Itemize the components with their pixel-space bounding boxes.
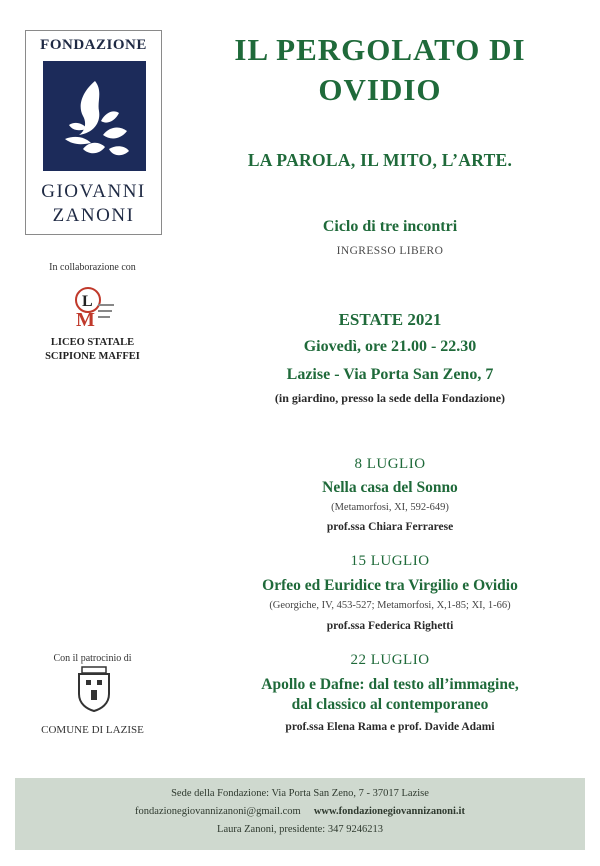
meeting-2-date: 15 LUGLIO (350, 553, 430, 569)
svg-text:L: L (82, 293, 93, 310)
time-label: Giovedì, ore 21.00 - 22.30 (303, 338, 477, 355)
meeting-2-reference: (Georgiche, IV, 453-527; Metamorfosi, X,1-85; XI, 1-66) (269, 600, 511, 611)
logo-name-line1: GIOVANNI (41, 181, 146, 202)
event-subtitle: LA PAROLA, IL MITO, L’ARTE. (247, 150, 513, 170)
municipal-crest-icon (75, 664, 113, 712)
meeting-1-title: Nella casa del Sonno (322, 479, 458, 496)
meeting-1-date: 8 LUGLIO (354, 456, 426, 472)
footer-president: Laura Zanoni, presidente: 347 9246213 (217, 824, 383, 835)
logo-top-text: FONDAZIONE (40, 37, 147, 53)
meeting-2-title: Orfeo ed Euridice tra Virgilio e Ovidio (262, 577, 518, 594)
footer-contact-line (15, 806, 585, 817)
meeting-2-speaker: prof.ssa Federica Righetti (326, 620, 454, 632)
fondazione-logo (25, 30, 162, 235)
footer-website[interactable]: www.fondazionegiovannizanoni.it (313, 806, 465, 817)
meeting-1-speaker: prof.ssa Chiara Ferrarese (326, 521, 454, 533)
event-title-line1: IL PERGOLATO DI (234, 32, 526, 67)
event-title-line2: OVIDIO (318, 72, 442, 107)
school-name-line1: LICEO STATALE (50, 337, 135, 348)
meeting-1-reference: (Metamorfosi, XI, 592-649) (331, 502, 449, 513)
footer-address: Sede della Fondazione: Via Porta San Zeno, 7 - 37017 Lazise (171, 788, 429, 799)
season-label: ESTATE 2021 (338, 310, 442, 329)
place-note: (in giardino, presso la sede della Fondazione) (274, 391, 506, 405)
meeting-3-title-line1: Apollo e Dafne: dal testo all’immagine, (261, 676, 519, 693)
entry-label: INGRESSO LIBERO (336, 245, 444, 257)
meeting-3-date: 22 LUGLIO (350, 652, 430, 668)
school-name-line2: SCIPIONE MAFFEI (45, 351, 140, 362)
liceo-logo-icon (70, 282, 118, 330)
footer-contacts (15, 778, 585, 850)
place-label: Lazise - Via Porta San Zeno, 7 (286, 366, 494, 383)
meeting-3-speaker: prof.ssa Elena Rama e prof. Davide Adami (285, 721, 495, 733)
meeting-3-title-line2: dal classico al contemporaneo (291, 696, 489, 713)
footer-email[interactable]: fondazionegiovannizanoni@gmail.com (135, 806, 301, 817)
collaboration-label: In collaborazione con (49, 262, 136, 273)
svg-text:M: M (76, 309, 95, 330)
cycle-label: Ciclo di tre incontri (322, 218, 458, 235)
patronage-label: Con il patrocinio di (53, 653, 132, 664)
hand-flame-icon (43, 61, 146, 171)
logo-name-line2: ZANONI (52, 205, 135, 226)
municipality-name: COMUNE DI LAZISE (41, 724, 144, 736)
